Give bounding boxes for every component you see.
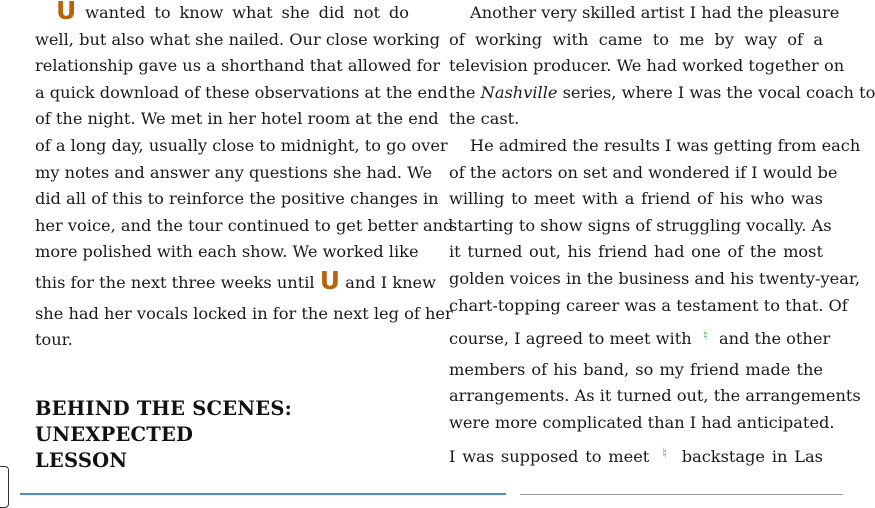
text-line: my notes and answer any questions she had. We (35, 162, 433, 182)
redacted-name-glyph: ♮ (662, 445, 669, 462)
text-line: more polished with each show. We worked like (35, 242, 419, 262)
text-line: of a long day, usually close to midnight, to go over (35, 135, 448, 155)
text-line: of the night. We met in her hotel room at the end (35, 109, 439, 129)
text-line: chart-topping career was a testament to that. Of (449, 295, 848, 315)
text-line: the Nashville series, where I was the vocal coach to (449, 82, 875, 102)
series-title: Nashville (480, 82, 558, 102)
redacted-name-glyph: U (56, 0, 77, 25)
text-line: starting to show signs of struggling vocally. As (449, 215, 832, 235)
text-line: of the actors on set and wondered if I would be (449, 162, 838, 182)
text-line: did all of this to reinforce the positive changes in (35, 189, 439, 209)
text-line: it turned out, his friend had one of the most (449, 242, 823, 262)
text-line: members of his band, so my friend made the (449, 359, 823, 379)
text-line: the cast. (449, 109, 520, 129)
text-line: I was supposed to meet ♮ backstage in Las (449, 445, 823, 466)
text-line: tour. (35, 330, 73, 350)
text-line: her voice, and the tour continued to get better and (35, 215, 454, 235)
text-line: arrangements. As it turned out, the arrangements (449, 386, 861, 406)
heading-line: LESSON (35, 449, 128, 472)
reading-progress-handle[interactable] (506, 489, 518, 498)
text-line: willing to meet with a friend of his who was (449, 189, 823, 209)
right-text-column (449, 0, 875, 470)
text-line: relationship gave us a shorthand that allowed for (35, 56, 441, 76)
reading-progress-track[interactable] (520, 494, 843, 495)
text-line: this for the next three weeks until U and I knew (35, 265, 436, 295)
page-edge-frame (0, 466, 9, 508)
paragraph (449, 133, 861, 470)
redacted-name-glyph: U (319, 265, 341, 295)
text-line: well, but also what she nailed. Our close working (35, 29, 440, 49)
text-line: He admired the results I was getting from each (470, 135, 861, 155)
heading-line: BEHIND THE SCENES: UNEXPECTED (35, 397, 293, 446)
text-line: television producer. We had worked together on (449, 56, 845, 76)
section-heading (35, 396, 415, 474)
text-line: course, I agreed to meet with ♮ and the other (449, 328, 831, 349)
text-line: U wanted to know what she did not do (56, 0, 409, 27)
text-line: of working with came to me by way of a (449, 29, 823, 49)
redacted-name-glyph: ♮ (702, 328, 708, 345)
paragraph (35, 0, 454, 354)
text-line: golden voices in the business and his twenty-year, (449, 268, 861, 288)
text-line: she had her vocals locked in for the next leg of her (35, 303, 453, 323)
text-line: were more complicated than I had anticipated. (449, 412, 835, 432)
paragraph (449, 0, 875, 133)
text-line: Another very skilled artist I had the pleasure (470, 3, 840, 22)
left-text-column (35, 0, 454, 354)
reading-progress-bar[interactable] (20, 493, 506, 495)
text-line: a quick download of these observations at the end (35, 82, 448, 102)
